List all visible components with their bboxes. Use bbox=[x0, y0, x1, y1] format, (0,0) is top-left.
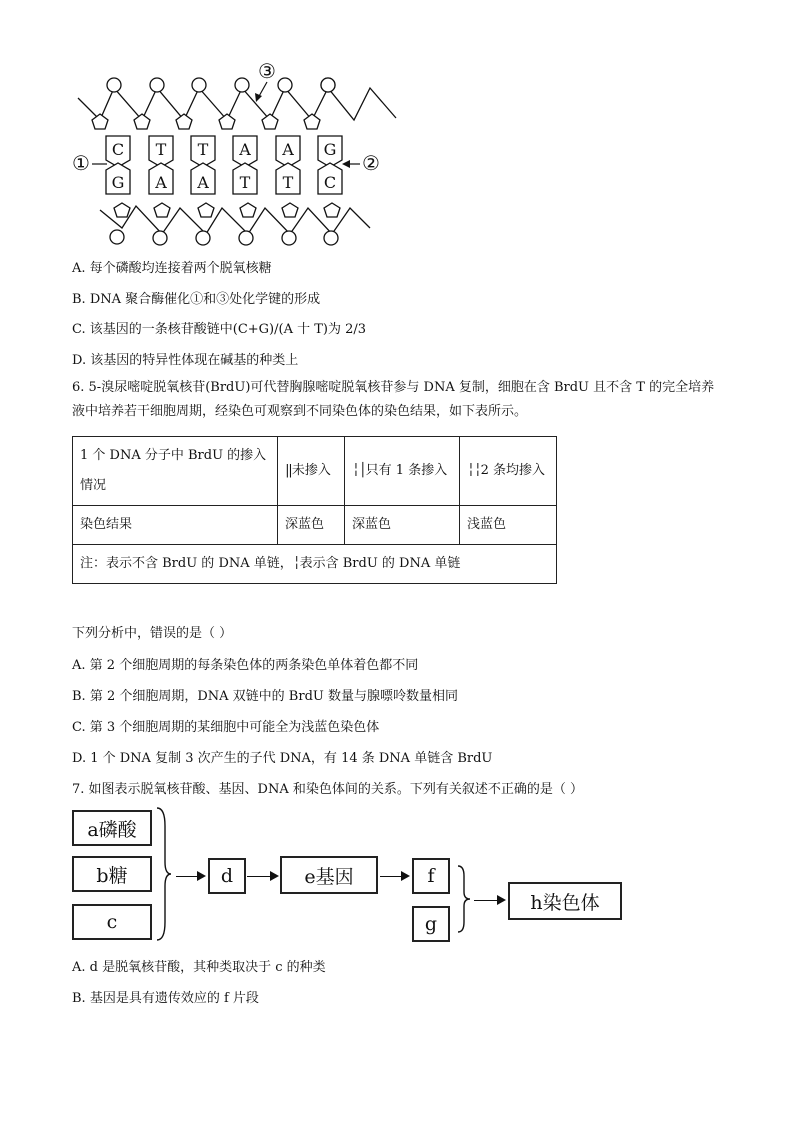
bottom-base-2: A bbox=[155, 173, 167, 192]
box-g: g bbox=[412, 906, 450, 942]
top-base-1: C bbox=[111, 140, 125, 159]
brdu-table bbox=[72, 436, 557, 584]
strand-mark-icon: ‖ bbox=[285, 463, 292, 478]
arrow-head-icon bbox=[197, 871, 206, 881]
table-col-none: ‖未掺入 bbox=[278, 437, 345, 506]
box-d: d bbox=[208, 858, 246, 894]
arrow-head-icon bbox=[497, 895, 506, 905]
bottom-base-4: T bbox=[239, 173, 251, 192]
q6-question: 下列分析中，错误的是（ ） bbox=[72, 626, 233, 641]
label-2: ② bbox=[362, 151, 380, 175]
bottom-base-5: T bbox=[282, 173, 294, 192]
q5-option-c: C. 该基因的一条核苷酸链中(C+G)/(A 十 T)为 2/3 bbox=[72, 322, 367, 337]
top-base-6: G bbox=[323, 140, 337, 159]
q7-option-b: B. 基因是具有遗传效应的 f 片段 bbox=[72, 991, 259, 1006]
q6-option-c: C. 第 3 个细胞周期的某细胞中可能全为浅蓝色染色体 bbox=[72, 720, 380, 735]
box-e-gene: e基因 bbox=[280, 856, 378, 894]
label-3: ③ bbox=[258, 59, 276, 83]
q7-option-a: A. d 是脱氧核苷酸，其种类取决于 c 的种类 bbox=[72, 960, 326, 975]
box-b-sugar: b糖 bbox=[72, 856, 152, 892]
dna-structure-figure bbox=[70, 58, 400, 253]
box-c: c bbox=[72, 904, 152, 940]
table-result-3: 浅蓝色 bbox=[460, 506, 557, 545]
q6-option-a: A. 第 2 个细胞周期的每条染色体的两条染色单体着色都不同 bbox=[72, 658, 419, 673]
brace-right-icon bbox=[456, 864, 472, 934]
q6-option-d: D. 1 个 DNA 复制 3 次产生的子代 DNA，有 14 条 DNA 单链含 BrdU bbox=[72, 751, 493, 766]
q5-option-d: D. 该基因的特异性体现在碱基的种类上 bbox=[72, 353, 299, 368]
top-base-5: A bbox=[282, 140, 294, 159]
table-result-1: 深蓝色 bbox=[278, 506, 345, 545]
top-base-2: T bbox=[155, 140, 167, 159]
q7-stem: 7. 如图表示脱氧核苷酸、基因、DNA 和染色体间的关系。下列有关叙述不正确的是（ ） bbox=[72, 782, 583, 797]
table-header-result: 染色结果 bbox=[73, 506, 278, 545]
label-1: ① bbox=[72, 151, 90, 175]
table-header-incorporation: 1 个 DNA 分子中 BrdU 的掺入情况 bbox=[73, 437, 278, 506]
q6-stem: 6. 5-溴尿嘧啶脱氧核苷(BrdU)可代替胸腺嘧啶脱氧核苷参与 DNA 复制，细胞在含 BrdU 且不含 T 的完全培养液中培养若干细胞周期，经染色可观察到不同染色体的染色结果，如下表所示。 bbox=[72, 380, 715, 419]
bottom-base-3: A bbox=[197, 173, 209, 192]
q5-option-b: B. DNA 聚合酶催化①和③处化学键的形成 bbox=[72, 292, 321, 307]
brace-left-icon bbox=[155, 806, 175, 942]
q5-option-a: A. 每个磷酸均连接着两个脱氧核糖 bbox=[72, 261, 272, 276]
bottom-base-6: C bbox=[323, 173, 337, 192]
top-base-3: T bbox=[197, 140, 209, 159]
strand-mark-icon: ╎│ bbox=[352, 463, 366, 478]
table-col-two: ╎╎2 条均掺入 bbox=[460, 437, 557, 506]
box-f: f bbox=[412, 858, 450, 894]
bottom-base-1: G bbox=[111, 173, 125, 192]
arrow-head-icon bbox=[401, 871, 410, 881]
table-col-one: ╎│只有 1 条掺入 bbox=[345, 437, 460, 506]
arrow-head-icon bbox=[270, 871, 279, 881]
table-note: 注：表示不含 BrdU 的 DNA 单链，╎表示含 BrdU 的 DNA 单链 bbox=[73, 545, 557, 584]
table-result-2: 深蓝色 bbox=[345, 506, 460, 545]
q6-option-b: B. 第 2 个细胞周期，DNA 双链中的 BrdU 数量与腺嘌呤数量相同 bbox=[72, 689, 458, 704]
box-a-phosphate: a磷酸 bbox=[72, 810, 152, 846]
strand-mark-icon: ╎ bbox=[292, 556, 300, 571]
top-base-4: A bbox=[239, 140, 251, 159]
strand-mark-icon: ╎╎ bbox=[467, 463, 481, 478]
box-h-chromosome: h染色体 bbox=[508, 882, 622, 920]
